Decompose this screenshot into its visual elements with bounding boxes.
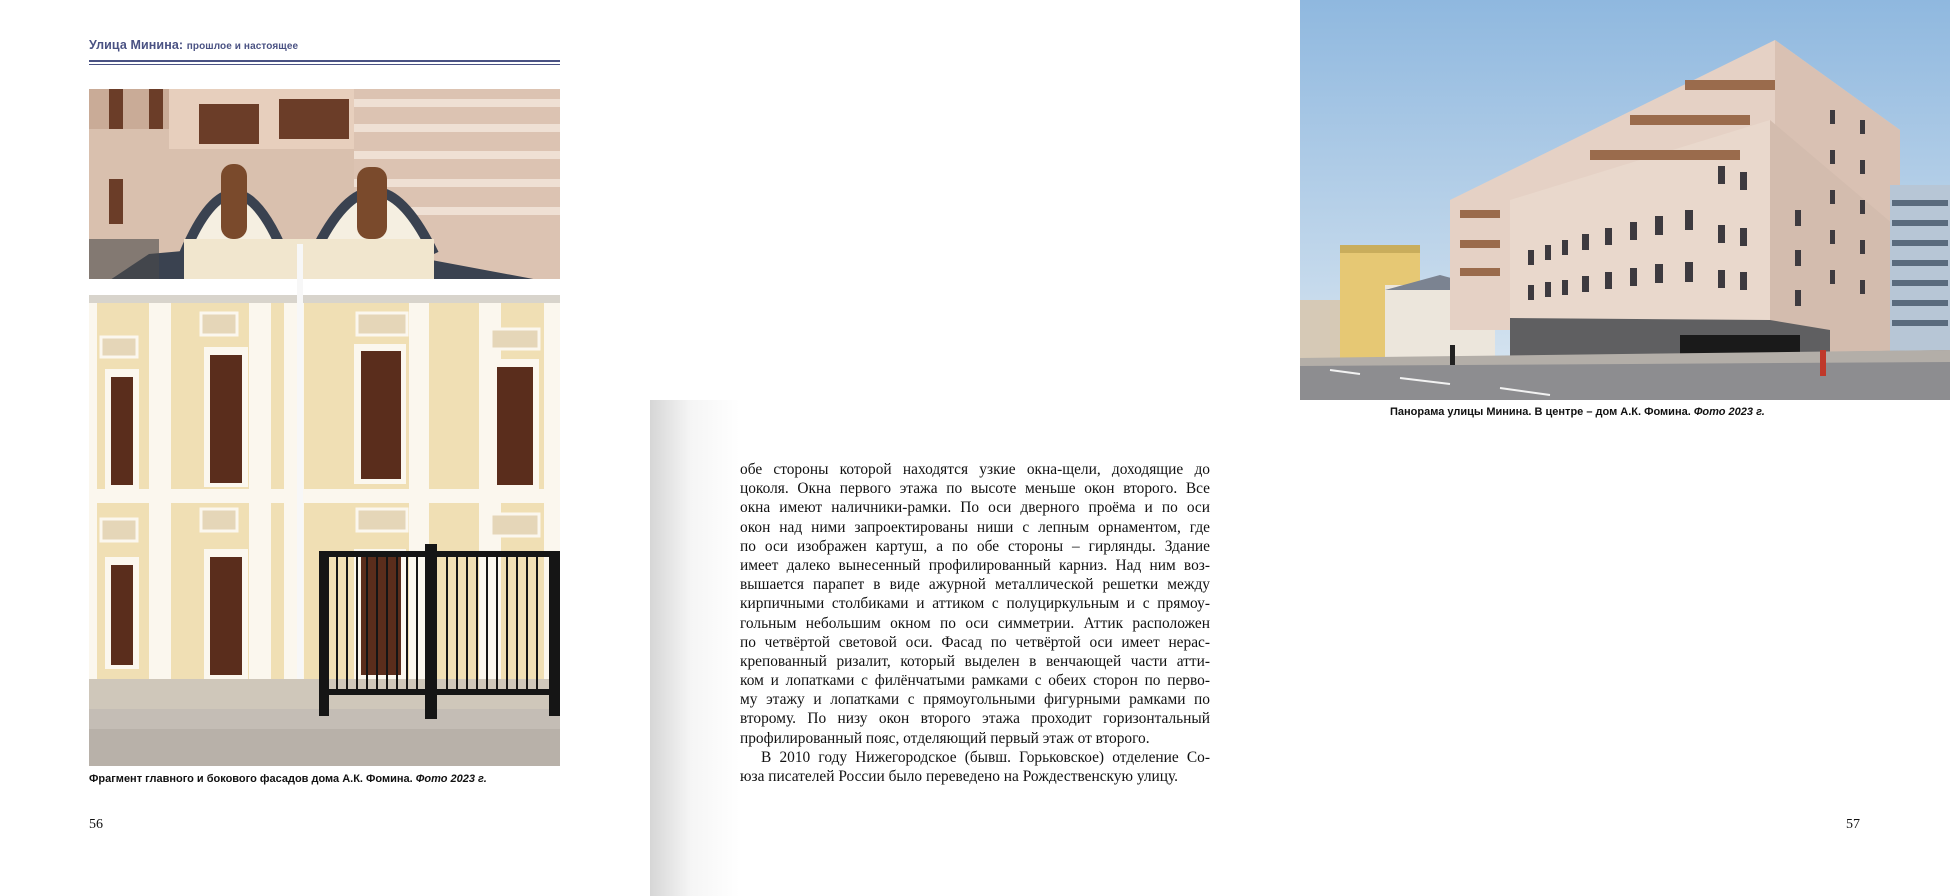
building-facade-photo <box>89 89 560 766</box>
text-line: му этажу и лопатками с прямоугольными фигурными рамками по <box>740 691 1210 709</box>
left-page <box>0 0 650 896</box>
header-rule <box>89 60 560 62</box>
page-number: 56 <box>89 817 103 832</box>
caption-photo-year: Фото 2023 г. <box>1693 406 1765 418</box>
text-line: гольным небольшим окном по оси симметрии. Аттик расположен <box>740 614 1210 632</box>
text-line: имеет далеко вынесенный профилированный карниз. Над ним воз- <box>740 556 1210 574</box>
text-line: вышается парапет в виде ажурной металлической решетки между <box>740 576 1210 594</box>
header-rule-thin <box>89 64 560 65</box>
photo-caption <box>1390 406 1765 418</box>
running-head <box>89 38 298 52</box>
text-line: обе стороны которой находятся узкие окна-щели, доходящие до <box>740 461 1210 478</box>
text-line: второму. По низу окон второго этажа проходит горизонтальный <box>740 710 1210 728</box>
text-line: юза писателей России было переведено на Рождественскую улицу. <box>740 768 1178 785</box>
text-line: цоколя. Окна первого этажа по высоте меньше окон второго. Все <box>740 480 1210 498</box>
text-line: В 2010 году Нижегородское (бывш. Горьковское) отделение Со- <box>761 748 1210 766</box>
caption-text: Панорама улицы Минина. В центре – дом А.К. Фомина. <box>1390 406 1691 418</box>
caption-photo-year: Фото 2023 г. <box>415 773 487 785</box>
text-line: ком и лопатками с филёнчатыми рамками с обеих сторон по перво- <box>740 672 1210 690</box>
text-line: кирпичными столбиками и аттиком с полуциркульным и с прямоу- <box>740 595 1210 613</box>
body-text <box>740 460 1210 786</box>
text-line: по четвёртой световой оси. Фасад по четвёртой оси имеет нерас- <box>740 633 1210 651</box>
caption-text: Фрагмент главного и бокового фасадов дома А.К. Фомина. <box>89 773 413 785</box>
text-line: крепованный ризалит, который выделен в венчающей части атти- <box>740 652 1210 670</box>
street-panorama-photo <box>1300 0 1950 400</box>
text-line: окон над ними запроектированы ниши с лепным орнаментом, где <box>740 518 1210 536</box>
page-number: 57 <box>1846 817 1860 832</box>
text-line: окна имеют наличники-рамки. По оси дверного проёма и по оси <box>740 499 1210 517</box>
photo-caption <box>89 773 487 785</box>
text-line: по оси изображен картуш, а по обе стороны – гирлянды. Здание <box>740 537 1210 555</box>
running-head-main: Улица Минина: <box>89 38 184 52</box>
running-head-subtitle: прошлое и настоящее <box>186 41 299 52</box>
text-line: профилированный пояс, отделяющий первый этаж от второго. <box>740 729 1150 747</box>
